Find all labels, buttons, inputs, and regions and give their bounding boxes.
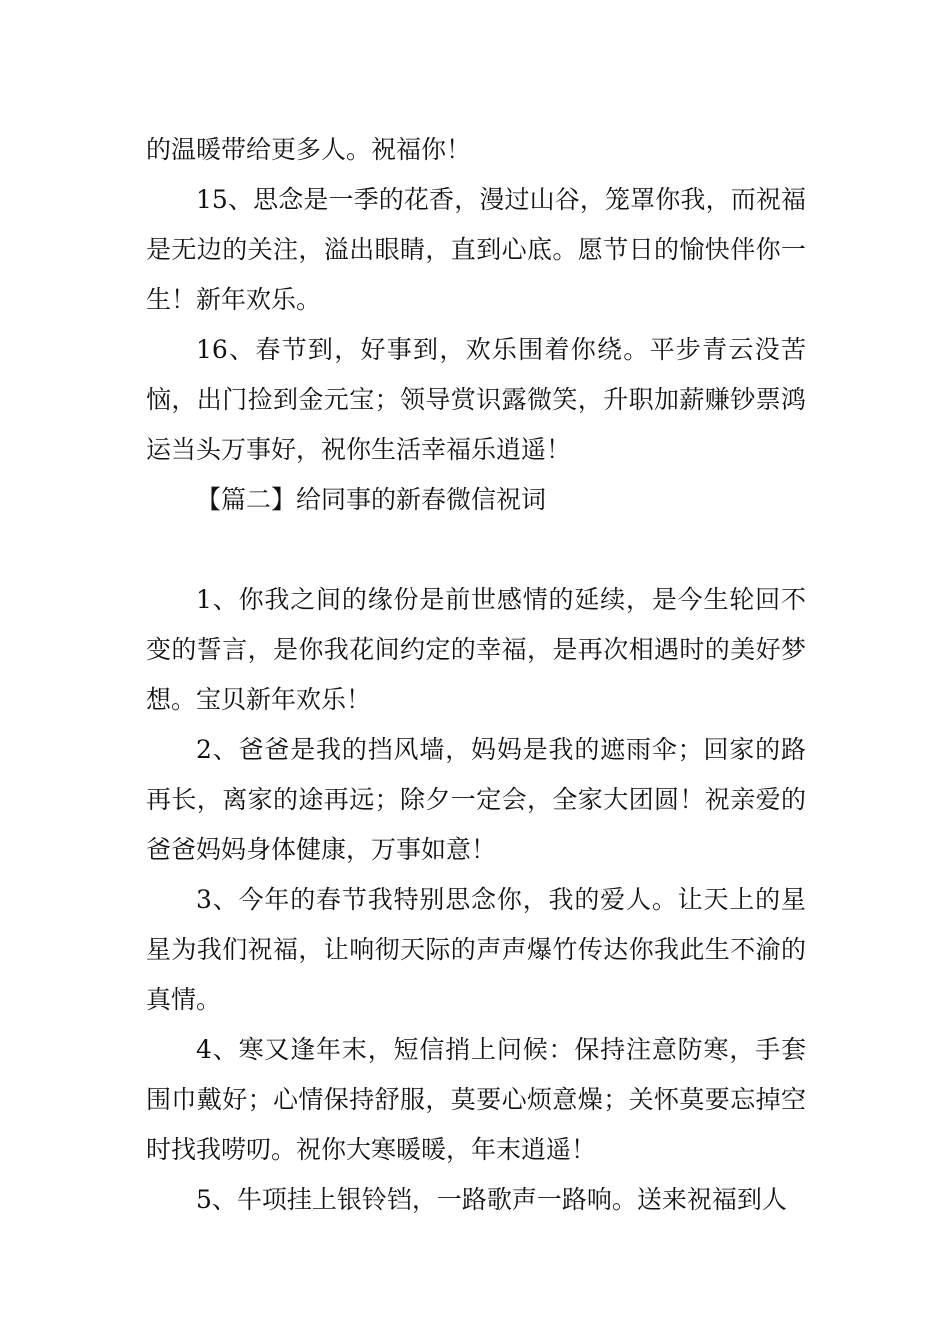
section-heading: 【篇二】给同事的新春微信祝词 — [196, 485, 547, 514]
paragraph-15: 15、思念是一季的花香，漫过山谷，笼罩你我，而祝福是无边的关注，溢出眼睛，直到心底。愿节日的愉快伴你一生！新年欢乐。 — [146, 185, 806, 314]
paragraph-1: 1、你我之间的缘份是前世感情的延续，是今生轮回不变的誓言，是你我花间约定的幸福，是再次相遇时的美好梦想。宝贝新年欢乐！ — [146, 585, 806, 714]
paragraph-16: 16、春节到，好事到，欢乐围着你绕。平步青云没苦恼，出门捡到金元宝；领导赏识露微笑，升职加薪赚钞票鸿运当头万事好，祝你生活幸福乐逍遥！ — [146, 335, 806, 464]
continuation-paragraph: 的温暖带给更多人。祝福你！ — [146, 135, 472, 164]
paragraph-3: 3、今年的春节我特别思念你，我的爱人。让天上的星星为我们祝福，让响彻天际的声声爆竹传达你我此生不渝的真情。 — [146, 885, 806, 1014]
paragraph-2: 2、爸爸是我的挡风墙，妈妈是我的遮雨伞；回家的路再长，离家的途再远；除夕一定会，全家大团圆！祝亲爱的爸爸妈妈身体健康，万事如意！ — [146, 735, 806, 864]
paragraph-5: 5、牛项挂上银铃铛，一路歌声一路响。送来祝福到人 — [196, 1185, 787, 1214]
document-page — [146, 125, 806, 1225]
paragraph-4: 4、寒又逢年末，短信捎上问候：保持注意防寒，手套围巾戴好；心情保持舒服，莫要心烦意燥；关怀莫要忘掉空时找我唠叨。祝你大寒暖暖，年末逍遥！ — [146, 1035, 806, 1164]
